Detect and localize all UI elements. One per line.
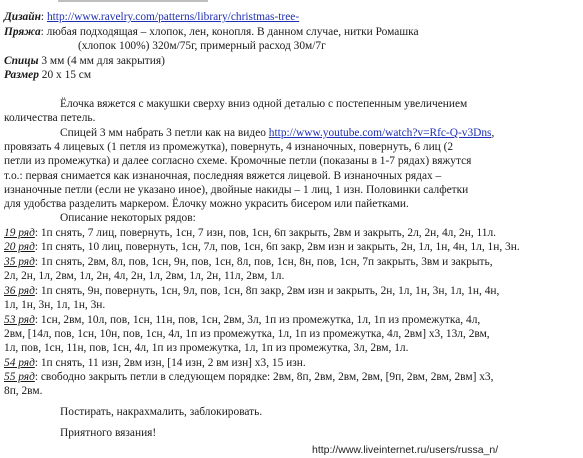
row-53-cont2: 1л, пов, 1сн, 11н, пов, 1сн, 4л, 1п из промежутка, 1л, 1п из промежутка, 3л, 2вм, 1л. xyxy=(4,342,409,354)
row-54 xyxy=(4,357,306,370)
intro-p2-line6: для удобства разделить маркером. Ёлочку можно украсить бисером или пайетками. xyxy=(4,198,409,210)
needles-line xyxy=(4,55,165,68)
row-55-cont: 8п, 2вм. xyxy=(4,385,43,397)
size-line xyxy=(4,69,91,82)
design-line xyxy=(4,11,299,24)
row-text: : 1сн, 2вм, 10л, пов, 1сн, 11н, пов, 1сн, 2вм, 3л, 1п из промежутка, 1л, 1п из промежутка, 4л, xyxy=(34,314,481,326)
yarn-label: Пряжа xyxy=(4,26,41,38)
row-19 xyxy=(4,227,496,240)
row-label: 55 ряд xyxy=(4,371,35,383)
row-label: 53 ряд xyxy=(4,314,35,326)
row-36 xyxy=(4,285,499,298)
row-text: : свободно закрыть петли в следующем порядке: 2вм, 8п, 2вм, 2вм, 2вм, [9п, 2вм, 2вм, 2вм] х3, xyxy=(34,371,494,383)
row-35 xyxy=(4,256,493,269)
yarn-line-2: (хлопок 100%) 320м/75г, примерный расход 30м/7г xyxy=(78,40,326,52)
closing-line2: Приятного вязания! xyxy=(60,427,157,439)
top-rule xyxy=(58,0,208,2)
yarn-text: : любая подходящая – хлопок, лен, конопля. В данном случае, нитки Ромашка xyxy=(40,26,419,38)
row-35-cont: 2л, 2н, 1л, 2вм, 1л, 2н, 4л, 2н, 1л, 2вм, 1л, 2н, 11л, 2вм, 1л. xyxy=(4,270,285,282)
row-53-cont1: 2вм, [14л, пов, 1сн, 10н, пов, 1сн, 4л, 1п из промежутка, 1л, 1п из промежутка, 4л, 2вм] х3, 13л, 2вм, xyxy=(4,328,490,340)
row-text: : 1п снять, 11 изн, 2вм изн, [14 изн, 2 вм изн] х3, 15 изн. xyxy=(34,357,306,369)
size-label: Размер xyxy=(4,69,39,81)
row-label: 19 ряд xyxy=(4,227,35,239)
rows-heading: Описание некоторых рядов: xyxy=(60,212,196,224)
intro-p2-line4: т.о.: первая снимается как изнаночная, последняя вяжется лицевой. В изнаночных рядах – xyxy=(4,170,442,182)
needles-label: Спицы xyxy=(4,55,39,67)
row-text: : 1п снять, 7 лиц, повернуть, 1сн, 7 изн, пов, 1сн, 6п закрыть, 2вм и закрыть, 2л, 2н, 4л, 2н, 11л. xyxy=(34,227,497,239)
video-link[interactable]: http://www.youtube.com/watch?v=Rfc-Q-v3Dns xyxy=(268,127,492,139)
row-53 xyxy=(4,314,480,327)
row-label: 35 ряд xyxy=(4,256,35,268)
yarn-line xyxy=(4,26,419,39)
design-colon: : xyxy=(40,11,47,23)
row-text: : 1п снять, 9н, повернуть, 1сн, 9л, пов, 1сн, 8п закр, 2вм изн и закрыть, 2н, 1л, 1н, 3н, 1л, 1н, 4н, xyxy=(34,285,500,297)
row-label: 54 ряд xyxy=(4,357,35,369)
row-label: 20 ряд xyxy=(4,241,35,253)
row-55 xyxy=(4,371,493,384)
closing-line1: Постирать, накрахмалить, заблокировать. xyxy=(60,406,263,418)
row-text: : 1п снять, 2вм, 8л, пов, 1сн, 9н, пов, 1сн, 8л, пов, 1сн, 8н, пов, 1сн, 7п закрыть, 3вм и закрыть, xyxy=(34,256,493,268)
intro-p1-line2: количества петель. xyxy=(4,112,96,124)
row-36-cont: 1л, 1н, 3н, 1л, 1н, 3н. xyxy=(4,299,106,311)
size-text: 20 х 15 см xyxy=(38,69,92,81)
row-20 xyxy=(4,241,520,254)
design-link[interactable]: http://www.ravelry.com/patterns/library/christmas-tree- xyxy=(46,11,300,23)
design-label: Дизайн xyxy=(4,11,41,23)
intro-p2-line5: изнаночные петли (если не указано иное), двойные накиды – 1 лиц, 1 изн. Половинки салфетки xyxy=(4,184,469,196)
intro-p2-line1 xyxy=(60,127,494,140)
row-label: 36 ряд xyxy=(4,285,35,297)
intro-p2-line3: петли из промежутка) и далее согласно схеме. Кромочные петли (показаны в 1-7 рядах) вяжутся xyxy=(4,155,472,167)
intro-p2-line2: провязать 4 лицевых (1 петля из промежутка), повернуть, 4 изнаночных, повернуть, 6 лиц (2 xyxy=(4,141,454,153)
row-text: : 1п снять, 10 лиц, повернуть, 1сн, 7л, пов, 1сн, 6п закр, 2вм изн и закрыть, 2н, 1л, 1н, 4н, 1л, 1н, 3н. xyxy=(34,241,520,253)
intro-p1-line1: Ёлочка вяжется с макушки сверху вниз одной деталью с постепенным увеличением xyxy=(60,98,468,110)
intro-p2-start: Спицей 3 мм набрать 3 петли как на видео xyxy=(60,127,269,139)
watermark: http://www.liveinternet.ru/users/russa_n/ xyxy=(312,444,499,456)
needles-text: 3 мм (4 мм для закрытия) xyxy=(38,55,165,67)
intro-p2-comma: , xyxy=(491,127,495,139)
